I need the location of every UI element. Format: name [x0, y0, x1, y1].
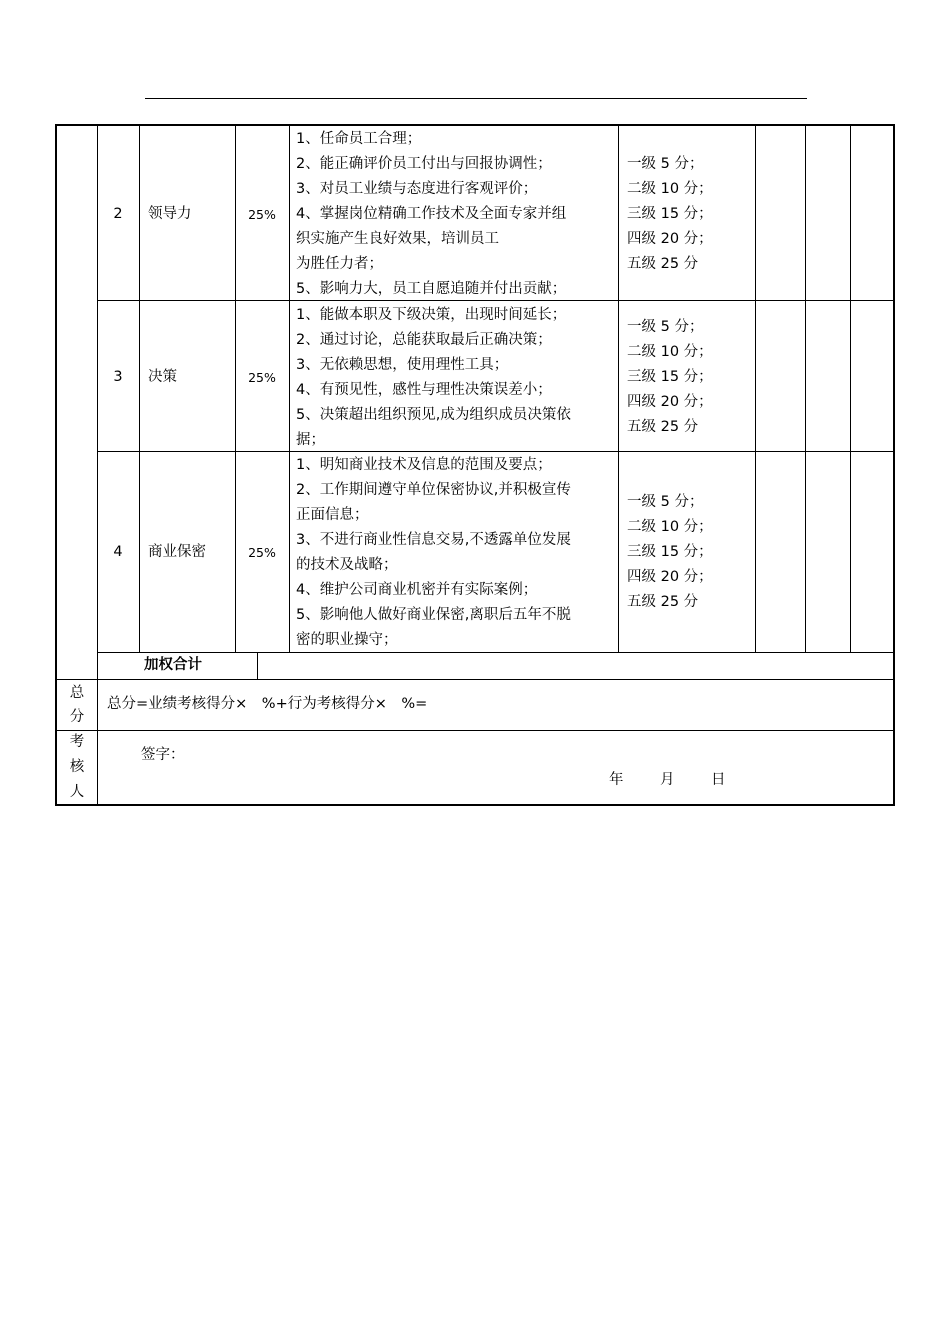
grade-line: 一级 5 分； [627, 494, 704, 510]
signature-label: 签字： [141, 747, 185, 763]
criteria-line: 的技术及战略； [296, 557, 398, 573]
criteria-line: 4、维护公司商业机密并有实际案例； [296, 582, 538, 598]
criteria-line: 为胜任力者； [296, 256, 383, 272]
criteria-line: 5、影响他人做好商业保密,离职后五年不脱 [296, 607, 571, 623]
criteria-line: 1、明知商业技术及信息的范围及要点； [296, 457, 552, 473]
grade-list [627, 315, 713, 440]
col-line-6 [755, 126, 756, 652]
item-weight: 25% [248, 370, 276, 385]
col-line-4 [289, 126, 290, 652]
total-score-formula: 总分=业绩考核得分× %+行为考核得分× %= [107, 696, 428, 712]
grade-line: 三级 15 分； [627, 544, 713, 560]
criteria-line: 2、通过讨论，总能获取最后正确决策； [296, 332, 552, 348]
criteria-list [296, 127, 566, 302]
grade-line: 四级 20 分； [627, 394, 713, 410]
grade-line: 三级 15 分； [627, 206, 713, 222]
grade-line: 二级 10 分； [627, 344, 713, 360]
grade-line: 一级 5 分； [627, 156, 704, 172]
grade-line: 二级 10 分； [627, 519, 713, 535]
col-line-5 [618, 126, 619, 652]
row-number: 4 [113, 544, 123, 560]
grade-line: 五级 25 分 [627, 256, 699, 272]
grade-list [627, 152, 713, 277]
col-line-2 [139, 126, 140, 652]
item-name: 商业保密 [148, 544, 206, 560]
label-char: 核 [69, 759, 85, 775]
criteria-line: 3、不进行商业性信息交易,不透露单位发展 [296, 532, 571, 548]
label-char: 人 [69, 784, 85, 800]
grade-line: 一级 5 分； [627, 319, 704, 335]
col-line-7 [805, 126, 806, 652]
criteria-line: 5、影响力大，员工自愿追随并付出贡献； [296, 281, 567, 297]
date-day: 日 [711, 772, 726, 788]
total-score-label [57, 679, 97, 729]
row-number: 2 [113, 206, 123, 222]
assessor-label [57, 730, 97, 805]
criteria-line: 织实施产生良好效果，培训员工 [296, 231, 499, 247]
row-line-5 [57, 730, 893, 731]
criteria-line: 4、有预见性，感性与理性决策误差小； [296, 382, 552, 398]
criteria-line: 4、掌握岗位精确工作技术及全面专家并组 [296, 206, 567, 222]
grade-line: 三级 15 分； [627, 369, 713, 385]
grade-line: 四级 20 分； [627, 569, 713, 585]
grade-line: 四级 20 分； [627, 231, 713, 247]
label-char: 考 [69, 734, 85, 750]
row-number: 3 [113, 369, 123, 385]
criteria-list [296, 303, 571, 453]
weighted-total-label: 加权合计 [144, 657, 202, 673]
header-rule [145, 98, 807, 99]
grade-list [627, 490, 713, 615]
item-weight: 25% [248, 545, 276, 560]
criteria-line: 据； [296, 432, 325, 448]
evaluation-table [55, 124, 895, 806]
col-line-8 [850, 126, 851, 652]
criteria-list [296, 453, 571, 653]
date-year: 年 [609, 772, 624, 788]
col-line-1 [97, 126, 98, 804]
row-line-4 [57, 679, 893, 680]
criteria-line: 2、工作期间遵守单位保密协议,并积极宣传 [296, 482, 571, 498]
grade-line: 五级 25 分 [627, 594, 699, 610]
item-weight: 25% [248, 207, 276, 222]
criteria-line: 1、能做本职及下级决策，出现时间延长； [296, 307, 567, 323]
criteria-line: 3、对员工业绩与态度进行客观评价； [296, 181, 538, 197]
date-month: 月 [660, 772, 675, 788]
criteria-line: 3、无依赖思想，使用理性工具； [296, 357, 509, 373]
grade-line: 二级 10 分； [627, 181, 713, 197]
item-name: 领导力 [148, 206, 192, 222]
criteria-line: 正面信息； [296, 507, 369, 523]
label-char: 分 [69, 709, 85, 725]
item-name: 决策 [148, 369, 177, 385]
criteria-line: 5、决策超出组织预见,成为组织成员决策依 [296, 407, 571, 423]
criteria-line: 1、任命员工合理； [296, 131, 422, 147]
grade-line: 五级 25 分 [627, 419, 699, 435]
criteria-line: 密的职业操守； [296, 632, 398, 648]
weighted-total-divider [257, 652, 258, 679]
label-char: 总 [69, 685, 85, 701]
criteria-line: 2、能正确评价员工付出与回报协调性； [296, 156, 552, 172]
